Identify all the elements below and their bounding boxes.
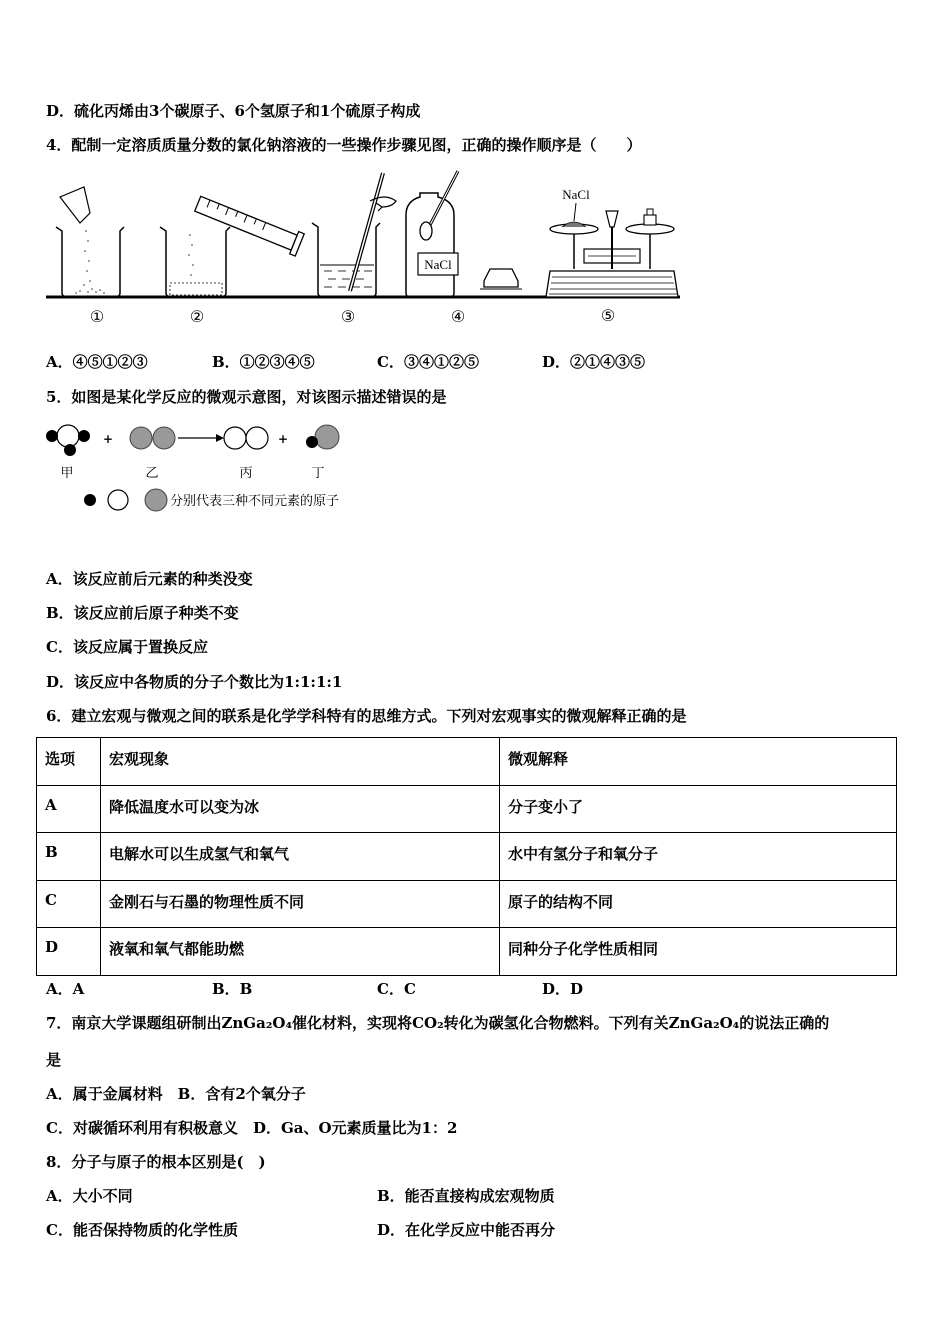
bottle-label: NaCl [424,257,452,272]
cell-option: A [37,785,101,833]
q5-option-a: A．该反应前后元素的种类没变 [46,570,253,588]
q4-stem: 4．配制一定溶质质量分数的氯化钠溶液的一些操作步骤见图，正确的操作顺序是（ ） [46,136,642,154]
q5-figure [40,420,380,520]
name-jia: 甲 [60,466,74,481]
q6-option-a: A．A [46,980,85,998]
q5-option-b: B．该反应前后原子种类不变 [46,604,239,622]
q4-figure [40,165,690,335]
plus-2: + [277,432,289,446]
q7-stem-continuation: 是 [46,1051,62,1069]
beaker-2 [160,193,304,297]
formula-co2: CO₂ [412,1014,444,1032]
table-row [37,928,897,976]
beaker-3 [312,173,396,297]
table-row [37,785,897,833]
name-yi: 乙 [145,466,159,481]
molecule-yi [130,427,175,449]
name-bing: 丙 [239,466,253,481]
step-label-5: ⑤ [600,306,616,325]
table-row [37,833,897,881]
cell-option: B [37,833,101,881]
q7-stem-part1: 7．南京大学课题组研制出 [46,1014,222,1032]
header-micro: 微观解释 [500,738,897,786]
table-row [37,880,897,928]
q8-option-d: D．在化学反应中能否再分 [377,1221,556,1239]
cell-macro: 电解水可以生成氢气和氧气 [101,833,500,881]
q6-option-b: B．B [212,980,253,998]
q4-option-d: D．②①④③⑤ [542,353,646,371]
q6-option-c: C．C [377,980,416,998]
legend-black-atom [84,494,96,506]
q7-options-row1: A．属于金属材料 B．含有2个氧分子 [46,1085,306,1103]
molecule-bing [224,427,268,449]
q5-option-d: D．该反应中各物质的分子个数比为1:1:1:1 [46,673,343,691]
q4-option-b: B．①②③④⑤ [212,353,315,371]
q7-stem-part4: 的说法正确的 [739,1014,830,1032]
reagent-bottle [406,171,522,297]
q8-option-b: B．能否直接构成宏观物质 [377,1187,555,1205]
cell-micro: 同种分子化学性质相同 [500,928,897,976]
q8-stem: 8．分子与原子的根本区别是( ) [46,1153,266,1171]
step-label-3: ③ [340,307,356,326]
cell-macro: 液氧和氧气都能助燃 [101,928,500,976]
q7-stem-part3: 转化为碳氢化合物燃料。下列有关 [443,1014,669,1032]
legend-white-atom [108,490,128,510]
formula-zngao-1: ZnGa₂O₄ [221,1014,293,1032]
header-macro: 宏观现象 [101,738,500,786]
balance [546,203,678,297]
q8-option-c: C．能否保持物质的化学性质 [46,1221,238,1239]
q4-option-a: A．④⑤①②③ [46,353,148,371]
q8-option-a: A．大小不同 [46,1187,133,1205]
formula-zngao-2: ZnGa₂O₄ [668,1014,740,1032]
legend-gray-atom [145,489,167,511]
cell-macro: 金刚石与石墨的物理性质不同 [101,880,500,928]
q6-option-d: D．D [542,980,584,998]
q5-option-c: C．该反应属于置换反应 [46,638,208,656]
molecule-jia [46,425,90,456]
name-ding: 丁 [311,466,325,481]
q3-option-d: D．硫化丙烯由3个碳原子、6个氢原子和1个硫原子构成 [46,102,421,120]
molecule-ding [306,425,339,449]
q5-stem: 5．如图是某化学反应的微观示意图，对该图示描述错误的是 [46,388,447,406]
cell-option: C [37,880,101,928]
legend-text: 分别代表三种不同元素的原子 [170,494,340,509]
step-label-2: ② [189,307,205,326]
cell-macro: 降低温度水可以变为冰 [101,785,500,833]
q7-options-row2: C．对碳循环利用有积极意义 D．Ga、O元素质量比为1：2 [46,1119,458,1137]
q7-stem [46,1013,829,1033]
step-label-1: ① [89,307,105,326]
cell-micro: 分子变小了 [500,785,897,833]
beaker-1 [56,187,124,297]
step-label-4: ④ [450,307,466,326]
plus-1: + [102,432,114,446]
cell-micro: 水中有氢分子和氧分子 [500,833,897,881]
cell-option: D [37,928,101,976]
cell-micro: 原子的结构不同 [500,880,897,928]
q6-stem: 6．建立宏观与微观之间的联系是化学学科特有的思维方式。下列对宏观事实的微观解释正确的是 [46,707,687,725]
balance-label: NaCl [562,187,590,202]
q4-option-c: C．③④①②⑤ [377,353,479,371]
q7-stem-part2: 催化材料，实现将 [292,1014,413,1032]
q6-table [36,737,897,976]
header-option: 选项 [37,738,101,786]
table-header-row [37,738,897,786]
